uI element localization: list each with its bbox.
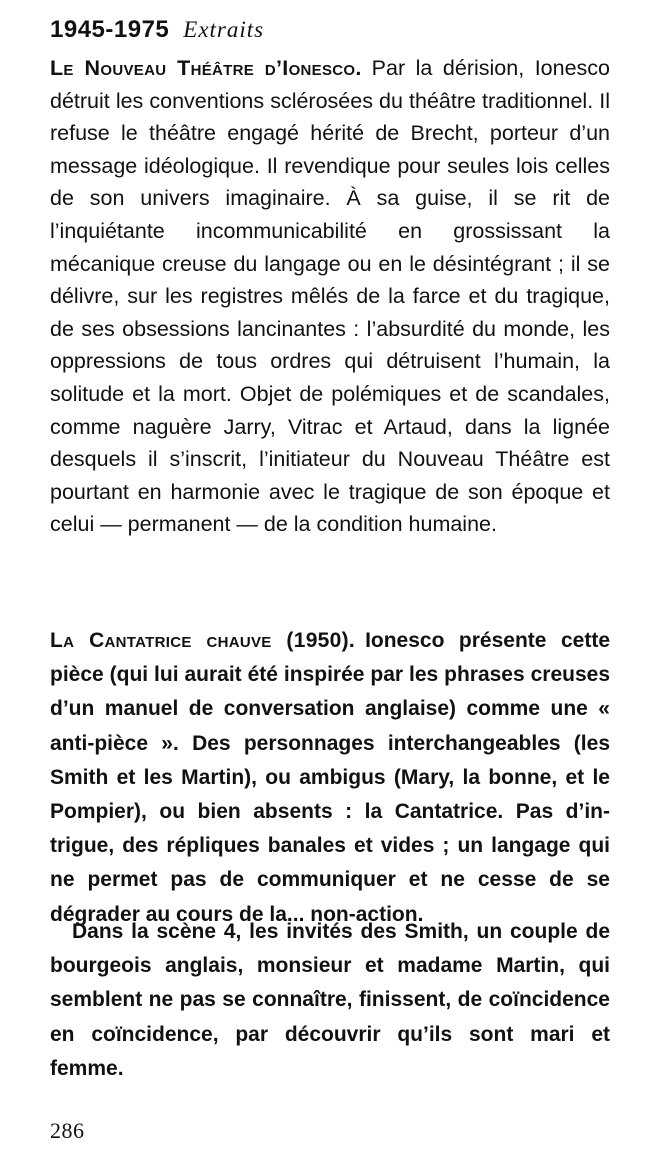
header-years: 1945-1975 xyxy=(50,16,170,43)
paragraph-heading-cantatrice: La Cantatrice chauve (1950). xyxy=(50,629,356,652)
header-section-title: Extraits xyxy=(183,17,265,42)
paragraph-body-ionesco: Par la dérision, Ionesco détruit les conventions sclérosées du théâtre traditionnel. Il refuse le théâtre engagé hérité de Brecht, porteur d’un message idéologique. Il revendique pour seules lois celles de son univers imaginaire. À sa guise, il se rit de l’inquiétante incommunicabilité en grossissant la mécanique creuse du langage ou en le désintégrant ; il se délivre, sur les registres mêlés de la farce et du tragique, de ses obsessions lancinantes : l’absurdité du monde, les oppressions de tous ordres qui détruisent l’humain, la solitude et la mort. Objet de polémiques et de scandales, comme naguère Jarry, Vitrac et Artaud, dans la lignée desquels il s’inscrit, l’initiateur du Nouveau Théâtre est pourtant en harmonie avec le tragique de son époque et celui — permanent — de la condition humaine. xyxy=(50,56,610,537)
paragraph-scene-four xyxy=(50,915,610,1086)
paragraph-body-scene-four: Dans la scène 4, les invités des Smith, un couple de bourgeois anglais, monsieur et madame Martin, qui semblent ne pas se connaître, finissent, de coïncidence en coïncidence, par découvrir qu’ils sont mari et femme. xyxy=(50,920,610,1080)
paragraph-heading-ionesco: Le Nouveau Théâtre d’Ionesco. xyxy=(50,56,362,80)
paragraph-ionesco-theatre xyxy=(50,52,610,541)
paragraph-cantatrice xyxy=(50,624,610,932)
page-number: 286 xyxy=(50,1118,85,1143)
paragraph-body-cantatrice: Ionesco présente cette pièce (qui lui aurait été inspirée par les phrases creuses d’un manuel de conversation anglaise) comme une « anti-pièce ». Des personnages interchangeables (les Smith et les Martin), ou ambigus (Mary, la bonne, et le Pompier), ou bien absents : la Cantatrice. Pas d’intrigue, des répliques banales et vides ; un langage qui ne permet pas de communiquer et ne cesse de se dégrader au cours de la... non-action. xyxy=(50,629,610,926)
running-header xyxy=(50,10,264,50)
